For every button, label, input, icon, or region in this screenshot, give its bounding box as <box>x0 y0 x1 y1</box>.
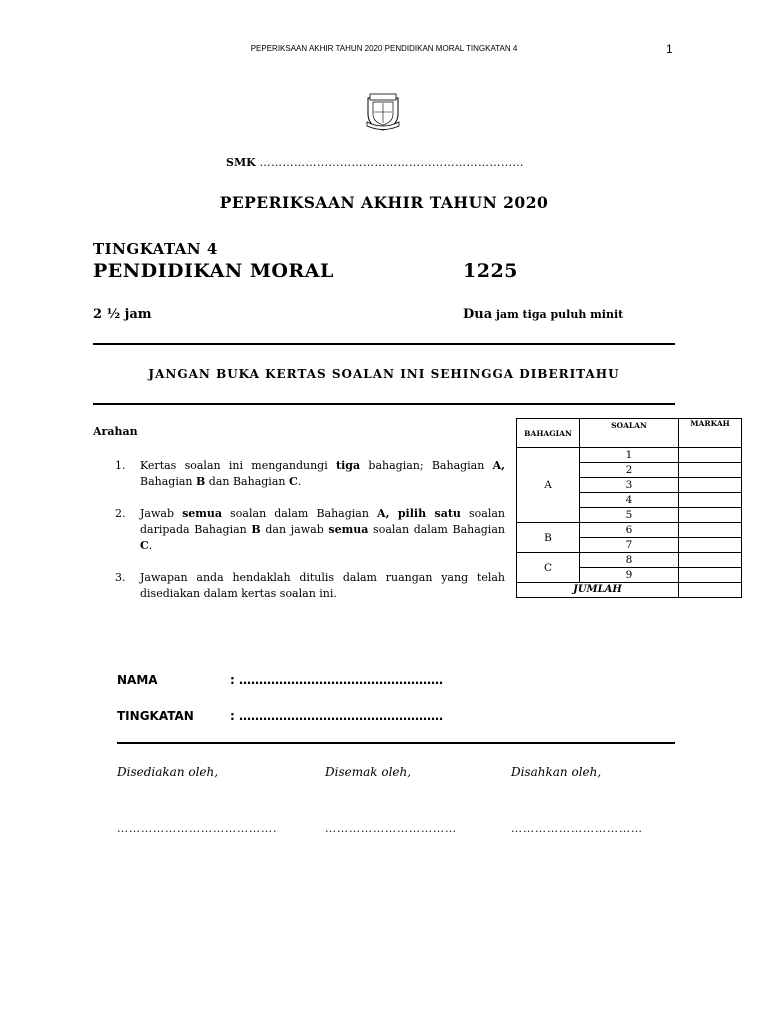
instruction-item <box>115 570 505 602</box>
prepared-by-signature-line: …………………………………. <box>117 822 278 835</box>
form-label: TINGKATAN <box>117 709 194 723</box>
table-row <box>517 523 742 538</box>
divider-warning <box>93 403 675 405</box>
instruction-text: B <box>251 523 261 536</box>
marks-header: MARKAH <box>679 419 742 448</box>
smk-blank: …………………………………………………………… <box>259 156 525 169</box>
instruction-text: . <box>148 539 153 552</box>
page-number: 1 <box>666 42 673 56</box>
instruction-text: C <box>288 475 298 488</box>
instruction-text: C <box>140 539 149 552</box>
instruction-text: A, pilih satu <box>377 507 461 520</box>
checked-by-label: Disemak oleh, <box>325 765 412 779</box>
instruction-item <box>115 506 505 554</box>
duration: 2 ½ jam <box>93 307 152 322</box>
instruction-item <box>115 458 505 490</box>
name-label: NAMA <box>117 673 158 687</box>
marks-cell <box>679 448 742 463</box>
instruction-text: . <box>297 475 302 488</box>
duration-words-rest: jam tiga puluh minit <box>492 308 624 321</box>
question-header: SOALAN <box>580 419 679 448</box>
instruction-text: dan Bahagian <box>205 475 289 488</box>
instruction-text: bahagian; Bahagian <box>360 459 493 472</box>
marks-cell <box>679 523 742 538</box>
question-number: 9 <box>580 568 679 583</box>
section-label: C <box>517 553 580 583</box>
marks-cell <box>679 508 742 523</box>
exam-title: PEPERIKSAAN AKHIR TAHUN 2020 <box>219 193 549 212</box>
instructions-heading: Arahan <box>93 425 138 438</box>
marks-cell <box>679 538 742 553</box>
approved-by-label: Disahkan oleh, <box>511 765 602 779</box>
duration-words <box>463 307 623 322</box>
total-label: JUMLAH <box>517 583 679 598</box>
form-field: : …………………………………………… <box>230 709 443 723</box>
marks-cell <box>679 463 742 478</box>
instruction-text: tiga <box>336 459 361 472</box>
instruction-number: 1. <box>115 459 126 472</box>
instruction-text: semua <box>182 507 223 520</box>
school-name-line <box>226 156 524 169</box>
table-row <box>517 553 742 568</box>
form-level: TINGKATAN 4 <box>93 240 218 258</box>
prepared-by-label: Disediakan oleh, <box>117 765 219 779</box>
question-number: 4 <box>580 493 679 508</box>
instruction-number: 2. <box>115 507 126 520</box>
approved-by-signature-line: …………………………… <box>511 822 643 835</box>
marks-table <box>516 418 742 598</box>
instruction-text: B <box>195 475 206 488</box>
instruction-number: 3. <box>115 571 126 584</box>
question-number: 8 <box>580 553 679 568</box>
question-number: 6 <box>580 523 679 538</box>
warning-notice: JANGAN BUKA KERTAS SOALAN INI SEHINGGA DIBERITAHU <box>148 367 620 381</box>
question-number: 3 <box>580 478 679 493</box>
instruction-text: soalan daripada Bahagian <box>140 507 505 536</box>
section-label: B <box>517 523 580 553</box>
marks-cell <box>679 553 742 568</box>
instruction-text: Bahagian <box>140 475 196 488</box>
instruction-text: dan jawab <box>260 523 329 536</box>
smk-label: SMK <box>226 156 256 169</box>
divider-top <box>93 343 675 345</box>
marks-cell <box>679 478 742 493</box>
instruction-text: Jawapan anda hendaklah ditulis dalam ruangan yang telah disediakan dalam kertas soalan ini. <box>140 571 505 600</box>
instruction-text: soalan dalam Bahagian <box>222 507 378 520</box>
school-crest-icon <box>364 92 402 132</box>
instructions-list <box>115 458 505 618</box>
instruction-text: A, <box>492 459 505 472</box>
name-field: : …………………………………………… <box>230 673 443 687</box>
subject-code: 1225 <box>463 260 518 282</box>
instruction-text: Kertas soalan ini mengandungi <box>140 459 337 472</box>
total-row <box>517 583 742 598</box>
section-label: A <box>517 448 580 523</box>
question-number: 2 <box>580 463 679 478</box>
subject-title: PENDIDIKAN MORAL <box>93 260 334 282</box>
question-number: 5 <box>580 508 679 523</box>
marks-cell <box>679 568 742 583</box>
marks-cell <box>679 493 742 508</box>
section-header: BAHAGIAN <box>517 419 580 448</box>
question-number: 1 <box>580 448 679 463</box>
table-row <box>517 448 742 463</box>
instruction-text: Jawab <box>140 507 183 520</box>
checked-by-signature-line: …………………………… <box>325 822 457 835</box>
question-number: 7 <box>580 538 679 553</box>
marks-header-row <box>517 419 742 448</box>
instruction-text: soalan dalam Bahagian <box>368 523 505 536</box>
instruction-text: semua <box>328 523 369 536</box>
total-marks-cell <box>679 583 742 598</box>
duration-words-bold: Dua <box>463 307 493 322</box>
running-header: PEPERIKSAAN AKHIR TAHUN 2020 PENDIDIKAN MORAL TINGKATAN 4 <box>250 44 518 53</box>
divider-bottom <box>117 742 675 744</box>
